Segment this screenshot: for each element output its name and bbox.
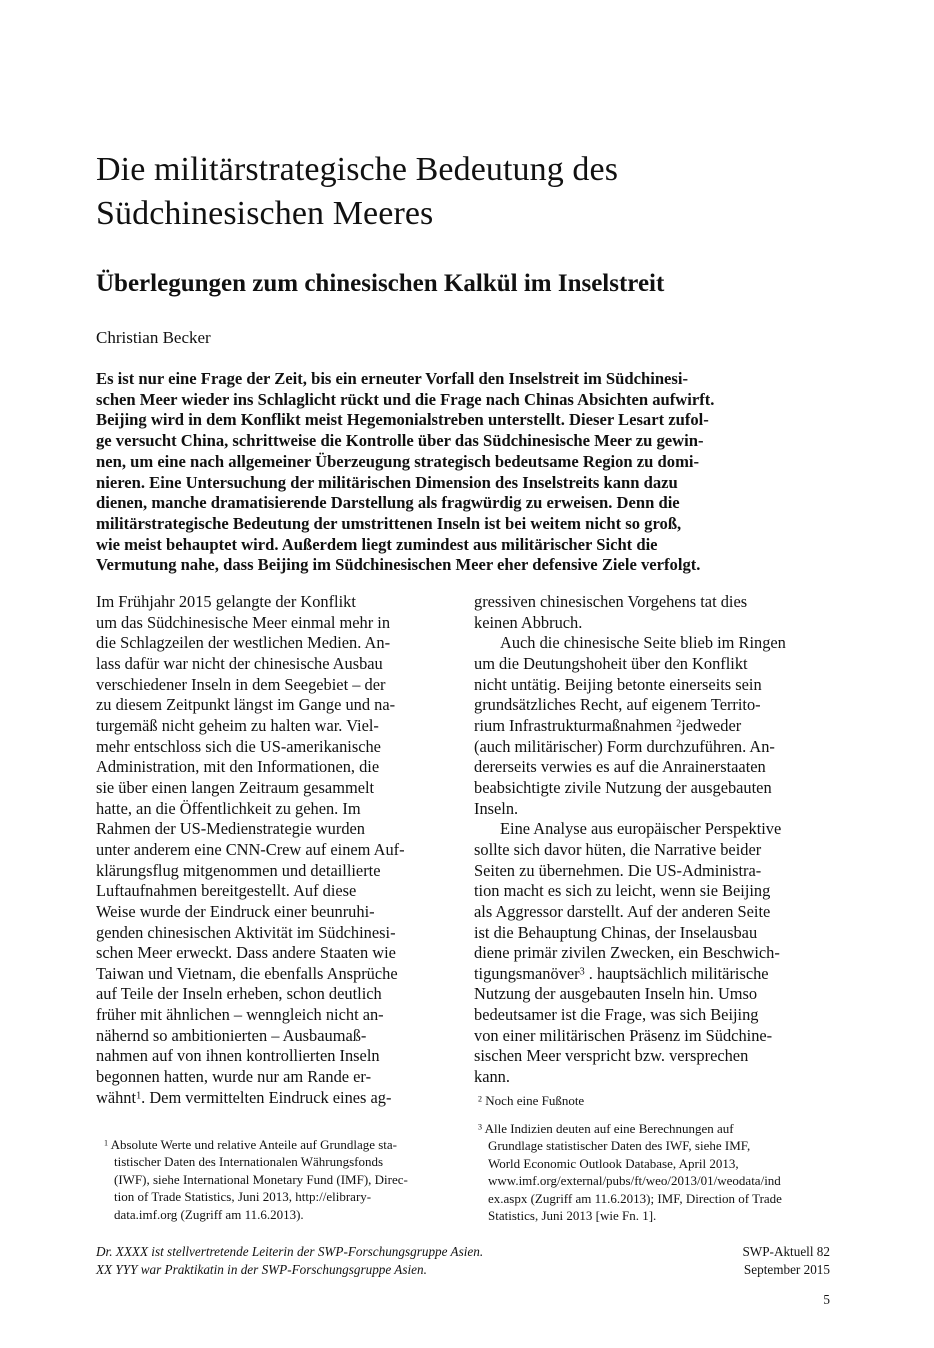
- page-number: 5: [823, 1292, 830, 1307]
- footnote-line: www.imf.org/external/pubs/ft/weo/2013/01/weodata/ind: [488, 1173, 781, 1189]
- body-text: rium Infrastrukturmaßnahmen: [474, 715, 677, 735]
- footnote-2: [478, 1092, 838, 1109]
- abstract-line: Es ist nur eine Frage der Zeit, bis ein erneuter Vorfall den Inselstreit im Südchinesi-: [96, 369, 689, 388]
- body-line: Luftaufnahmen bereitgestellt. Auf diese: [96, 881, 357, 901]
- title-line: Südchinesischen Meeres: [96, 195, 434, 232]
- body-line: Auch die chinesische Seite blieb im Ringen: [500, 633, 786, 653]
- body-line: nahmen auf von ihnen kontrollierten Inseln: [96, 1046, 380, 1066]
- body-line: Rahmen der US-Medienstrategie wurden: [96, 819, 365, 839]
- body-line: Eine Analyse aus europäischer Perspektive: [500, 819, 782, 839]
- body-line: von einer militärischen Präsenz im Südchine-: [474, 1025, 773, 1045]
- body-line: hatte, an die Öffentlichkeit zu gehen. Im: [96, 798, 361, 818]
- footnote-line: ex.aspx (Zugriff am 11.6.2013); IMF, Direction of Trade: [488, 1190, 782, 1206]
- body-line: um die Deutungshoheit über den Konflikt: [474, 653, 748, 673]
- body-line: verschiedener Inseln in dem Seegebiet – der: [96, 674, 386, 694]
- body-line: Administration, mit den Informationen, die: [96, 757, 380, 777]
- body-line: begonnen hatten, wurde nur am Rande er-: [96, 1067, 372, 1087]
- author-name: Christian Becker: [96, 328, 211, 347]
- author-note-line: Dr. XXXX ist stellvertretende Leiterin der SWP-Forschungsgruppe Asien.: [96, 1244, 484, 1259]
- footnote-text: Noch eine Fußnote: [485, 1093, 585, 1108]
- footnote-line: [478, 1092, 838, 1109]
- title-line: Die militärstrategische Bedeutung des: [96, 151, 619, 188]
- footnote-line: (IWF), siehe International Monetary Fund (IMF), Direc-: [114, 1171, 408, 1187]
- author-note-line: XX YYY war Praktikatin in der SWP-Forschungsgruppe Asien.: [96, 1262, 427, 1277]
- footnote-line: [104, 1136, 454, 1153]
- author-notes: [96, 1243, 483, 1279]
- body-text: wähnt: [96, 1087, 137, 1107]
- abstract-line: nen, um eine nach allgemeiner Überzeugung strategisch bedeutsame Region zu domi-: [96, 451, 700, 471]
- footnote-line: tion of Trade Statistics, Juni 2013, http://elibrary-: [114, 1189, 372, 1205]
- footnote-line: tistischer Daten des Internationalen Währungsfonds: [114, 1154, 384, 1170]
- abstract-line: nieren. Eine Untersuchung der militärischen Dimension des Inselstreits kann dazu: [96, 472, 678, 492]
- body-line: lass dafür war nicht der chinesische Ausbau: [96, 653, 383, 673]
- body-line: Taiwan und Vietnam, die ebenfalls Ansprüche: [96, 963, 398, 983]
- body-line: Inseln.: [474, 798, 519, 818]
- footnote-text: Absolute Werte und relative Anteile auf Grundlage sta-: [110, 1137, 398, 1152]
- body-line: schen Meer erweckt. Dass andere Staaten wie: [96, 943, 396, 963]
- body-line: (auch militärischer) Form durchzuführen. An-: [474, 736, 775, 756]
- body-line: grundsätzliches Recht, auf eigenem Territo-: [474, 695, 761, 715]
- footnote-mark: 2: [478, 1094, 483, 1104]
- footnote-line: data.imf.org (Zugriff am 11.6.2013).: [114, 1206, 304, 1222]
- body-line: sie über einen langen Zeitraum gesammelt: [96, 777, 375, 797]
- footnote-line: Grundlage statistischer Daten des IWF, siehe IMF,: [488, 1138, 751, 1154]
- body-line: auf Teile der Inseln erheben, schon deutlich: [96, 984, 382, 1004]
- footnote-3: [478, 1120, 838, 1224]
- publication-info: [742, 1243, 830, 1279]
- body-line: [474, 964, 834, 985]
- body-line: turgemäß nicht geheim zu halten war. Viel-: [96, 715, 379, 735]
- footnote-ref[interactable]: 1: [136, 1090, 142, 1102]
- body-text: . Dem vermittelten Eindruck eines ag-: [141, 1087, 392, 1107]
- footnote-ref[interactable]: 2: [676, 718, 682, 730]
- footnote-ref[interactable]: 3: [579, 966, 585, 978]
- publication-date: September 2015: [743, 1262, 830, 1277]
- body-text: . hauptsächlich militärische: [584, 963, 769, 983]
- abstract-line: schen Meer wieder ins Schlaglicht rückt und die Frage nach Chinas Absichten aufwirft.: [96, 389, 715, 409]
- publication-series: SWP-Aktuell 82: [742, 1244, 830, 1259]
- abstract-line: Vermutung nahe, dass Beijing im Südchinesischen Meer eher defensive Ziele verfolgt.: [96, 555, 701, 575]
- body-line: die Schlagzeilen der westlichen Medien. An-: [96, 633, 391, 653]
- body-line: nähernd so ambitionierten – Ausbaumaß-: [96, 1025, 367, 1045]
- body-line: unter anderem eine CNN-Crew auf einem Auf-: [96, 839, 405, 859]
- body-column-left: [96, 592, 456, 1108]
- footnote-line: [478, 1120, 838, 1137]
- abstract-line: militärstrategische Bedeutung der umstrittenen Inseln ist bei weitem nicht so groß,: [96, 513, 682, 533]
- body-line: keinen Abbruch.: [474, 612, 583, 632]
- body-column-right: [474, 592, 834, 1088]
- body-line: diene primär zivilen Zwecken, ein Beschwich-: [474, 943, 780, 963]
- body-line: [96, 1088, 456, 1109]
- body-line: Seiten zu übernehmen. Die US-Administra-: [474, 860, 762, 880]
- abstract-line: Beijing wird in dem Konflikt meist Hegemonialstreben unterstellt. Dieser Lesart zufol-: [96, 410, 709, 430]
- body-line: genden chinesischen Aktivität im Südchinesi-: [96, 922, 396, 942]
- body-line: um das Südchinesische Meer einmal mehr in: [96, 612, 391, 632]
- abstract-line: ge versucht China, schrittweise die Kontrolle über das Südchinesische Meer zu gewin-: [96, 431, 704, 451]
- body-line: beabsichtigte zivile Nutzung der ausgebauten: [474, 777, 772, 797]
- body-line: Im Frühjahr 2015 gelangte der Konflikt: [96, 592, 356, 611]
- body-line: Weise wurde der Eindruck einer beunruhi-: [96, 901, 375, 921]
- footnote-text: Alle Indizien deuten auf eine Berechnungen auf: [484, 1121, 734, 1136]
- body-line: ist die Behauptung Chinas, der Inselausbau: [474, 922, 758, 942]
- body-line: bedeutsamer ist die Frage, was sich Beijing: [474, 1005, 759, 1025]
- footnote-1: [104, 1136, 454, 1223]
- abstract-line: wie meist behauptet wird. Außerdem liegt zumindest aus militärischer Sicht die: [96, 534, 658, 554]
- body-line: früher mit ähnlichen – wenngleich nicht an-: [96, 1005, 384, 1025]
- abstract: [96, 369, 836, 576]
- body-line: zu diesem Zeitpunkt längst im Gange und na-: [96, 695, 396, 715]
- body-line: dererseits verwies es auf die Anrainerstaaten: [474, 757, 766, 777]
- body-line: kann.: [474, 1067, 510, 1087]
- body-line: sollte sich davor hüten, die Narrative beider: [474, 839, 762, 859]
- document-subtitle: Überlegungen zum chinesischen Kalkül im Inselstreit: [96, 270, 665, 297]
- body-line: mehr entschloss sich die US-amerikanische: [96, 736, 381, 756]
- footnote-line: Statistics, Juni 2013 [wie Fn. 1].: [488, 1208, 657, 1224]
- footnote-mark: 1: [104, 1138, 109, 1148]
- body-line: [474, 716, 834, 737]
- body-text: tigungsmanöver: [474, 963, 580, 983]
- footnote-mark: 3: [478, 1122, 483, 1132]
- body-line: gressiven chinesischen Vorgehens tat dies: [474, 592, 748, 611]
- body-line: Nutzung der ausgebauten Inseln hin. Umso: [474, 984, 758, 1004]
- footnote-line: World Economic Outlook Database, April 2013,: [488, 1155, 739, 1171]
- body-line: tion macht es sich zu leicht, wenn sie Beijing: [474, 881, 771, 901]
- body-line: als Aggressor darstellt. Auf der anderen Seite: [474, 901, 771, 921]
- document-title: [96, 148, 856, 236]
- body-line: sischen Meer verspricht bzw. versprechen: [474, 1046, 749, 1066]
- body-text: jedweder: [681, 715, 742, 735]
- body-line: klärungsflug mitgenommen und detaillierte: [96, 860, 381, 880]
- abstract-line: dienen, manche dramatisierende Darstellung als fragwürdig zu erweisen. Denn die: [96, 493, 680, 513]
- body-line: nicht untätig. Beijing betonte einerseits sein: [474, 674, 762, 694]
